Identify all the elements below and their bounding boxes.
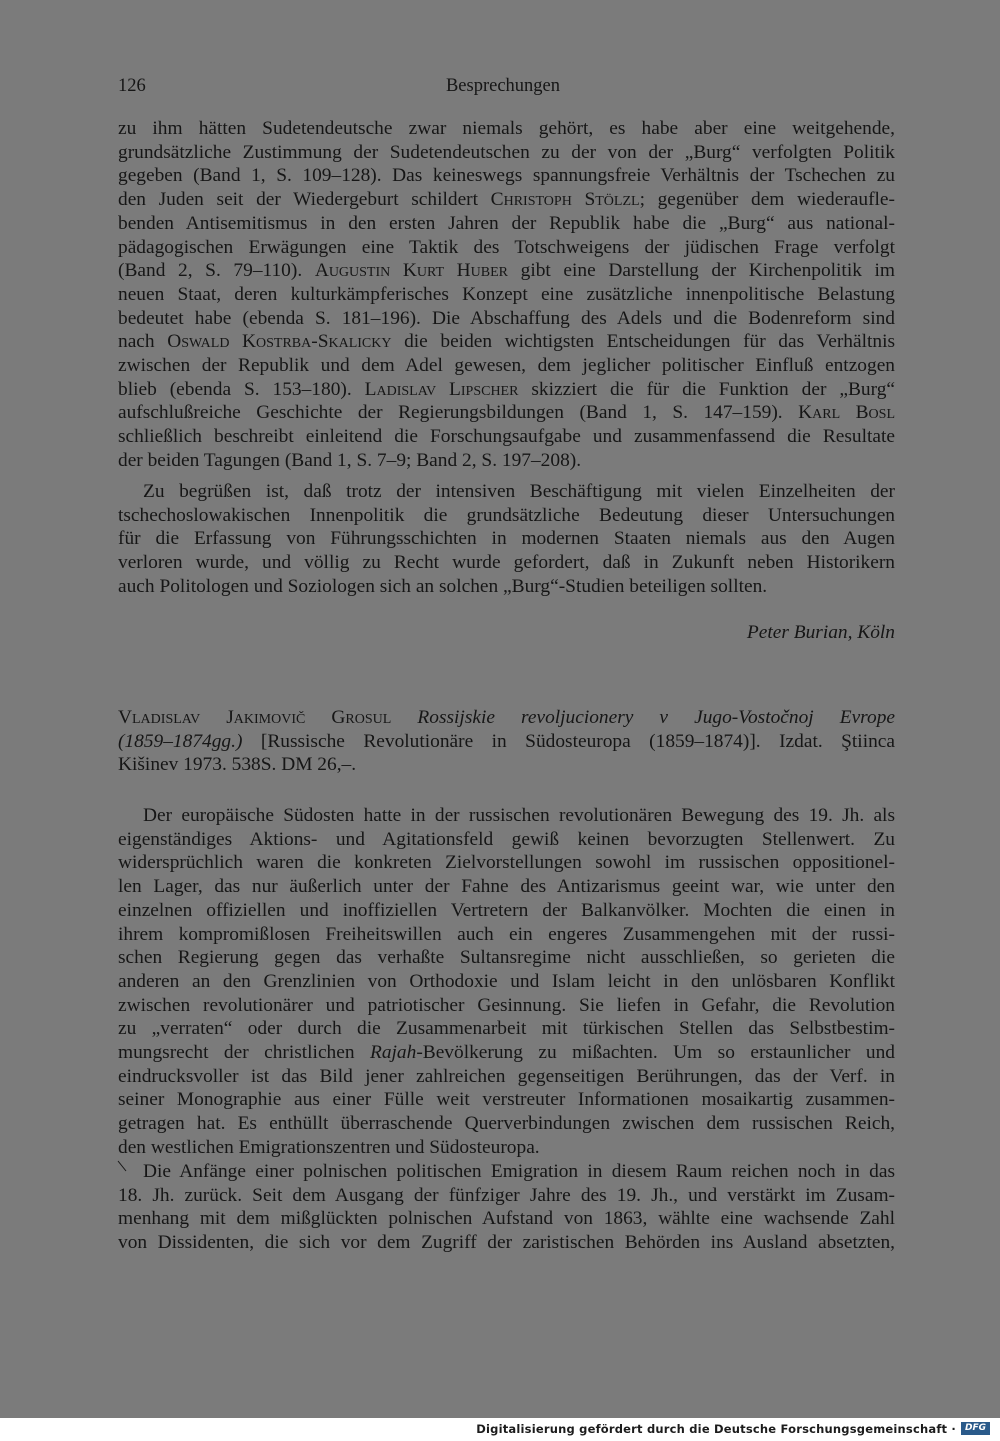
text-line: blieb (ebenda S. 153–180). Ladislav Lipscher skizziert die für die Funktion der „Burg“ — [118, 378, 895, 400]
book-title: Rossijskie revoljucionery v Jugo-Vostočnoj Evrope — [417, 707, 895, 728]
text-line: bedeutet habe (ebenda S. 181–196). Die Abschaffung des Adels und die Bodenreform sind — [118, 307, 895, 329]
text-line: Der europäische Südosten hatte in der russischen revolutionären Bewegung des 19. Jh. als — [143, 805, 895, 826]
text-line: zwischen revolutionärer und patriotischer Gesinnung. Sie liefen in Gefahr, die Revolution — [118, 994, 895, 1016]
author-name: Karl Bosl — [798, 402, 896, 424]
italic-term: Rajah — [369, 1042, 417, 1064]
text-line: zu ihm hätten Sudetendeutsche zwar niemals gehört, es habe aber eine weitgehende, — [118, 118, 895, 139]
text-line: Die Anfänge einer polnischen politischen Emigration in diesem Raum reichen noch in das — [143, 1161, 895, 1182]
text-line: anderen an den Grenzlinien von Orthodoxie und Islam leicht in den unlösbaren Konflikt — [118, 970, 895, 992]
author-name: Augustin Kurt Huber — [314, 260, 509, 282]
author-name: Christoph Stölzl — [490, 189, 640, 211]
text-line: gegeben (Band 1, S. 109–128). Das keineswegs spannungsfreie Verhältnis der Tschechen zu — [118, 165, 895, 187]
text-line: Kišinev 1973. 538S. DM 26,–. — [118, 754, 357, 776]
text-line: widersprüchlich waren die konkreten Zielvorstellungen sowohl im russischen oppositionel- — [118, 852, 895, 874]
text-line: menhang mit dem mißglückten polnischen Aufstand von 1863, wählte eine wachsende Zahl — [118, 1208, 895, 1230]
review2-paragraph1 — [118, 804, 895, 1160]
text-line: tschechoslowakischen Innenpolitik die grundsätzliche Bedeutung dieser Untersuchungen — [118, 504, 895, 526]
text-line: grundsätzliche Zustimmung der Sudetendeutschen zu der von der „Burg“ verfolgten Politik — [118, 141, 895, 163]
author-name: Vladislav Jakimovič Grosul — [118, 707, 392, 728]
review2-citation — [118, 706, 895, 777]
review2-paragraph2 — [118, 1160, 895, 1255]
text-line: mungsrecht der christlichen Rajah-Bevölkerung zu mißachten. Um so erstaunlicher und — [118, 1042, 895, 1064]
text-line: neuen Staat, deren kulturkämpferisches Konzept eine zusätzliche innenpolitische Belastung — [118, 283, 895, 305]
text-line: aufschlußreiche Geschichte der Regierungsbildungen (Band 1, S. 147–159). Karl Bosl — [118, 402, 896, 424]
book-title: (1859–1874gg.) — [118, 730, 243, 752]
text-line: (1859–1874gg.) [Russische Revolutionäre in Südosteuropa (1859–1874)]. Izdat. Ştiinca — [118, 730, 895, 752]
text-line: eindrucksvoller ist das Bild jener zahlreichen gegenseitigen Berührungen, das der Verf. in — [118, 1065, 895, 1087]
text-line: seiner Monographie aus einer Fülle weit verstreuter Informationen mosaikartig zusammen- — [118, 1089, 895, 1111]
text-line: benden Antisemitismus in den ersten Jahren der Republik habe die „Burg“ aus national- — [118, 212, 895, 234]
page-number: 126 — [118, 76, 146, 96]
text-line: auch Politologen und Soziologen sich an solchen „Burg“-Studien beteiligen sollten. — [118, 575, 768, 597]
text-line: nach Oswald Kostrba-Skalicky die beiden wichtigsten Entscheidungen für das Verhältnis — [118, 331, 896, 353]
text-line: verloren wurde, und völlig zu Recht wurde gefordert, daß in Zukunft neben Historikern — [118, 552, 895, 574]
author-name: Ladislav Lipscher — [364, 378, 519, 400]
text-line: zwischen der Republik und dem Adel gewesen, dem jeglicher politischer Einfluß entzogen — [118, 355, 895, 377]
text-line: schließlich beschreibt einleitend die Forschungsaufgabe und zusammenfassend die Resultate — [118, 426, 895, 448]
dfg-logo: DFG — [961, 1422, 990, 1435]
author-name: Oswald Kostrba-Skalicky — [167, 331, 392, 353]
text-line: ihrem kompromißlosen Freiheitswillen auch ein engeres Zusammengehen mit der russi- — [118, 923, 895, 945]
running-header: Besprechungen — [445, 76, 561, 96]
text-line: der beiden Tagungen (Band 1, S. 7–9; Band 2, S. 197–208). — [118, 449, 582, 471]
text-line: eigenständiges Aktions- und Agitationsfeld gewiß keinen bevorzugten Stellenwert. Zu — [118, 828, 895, 850]
text-line: len Lager, das nur äußerlich unter der Fahne des Antizarismus geeint war, wie unter den — [118, 876, 895, 898]
text-line: 18. Jh. zurück. Seit dem Ausgang der fünfziger Jahre des 19. Jh., und verstärkt im Zusam- — [118, 1184, 895, 1206]
text-line: zu „verraten“ oder durch die Zusammenarbeit mit türkischen Stellen das Selbstbestim- — [118, 1018, 895, 1040]
text-line: getragen hat. Es enthüllt überraschende Querverbindungen zwischen dem russischen Reich, — [118, 1113, 895, 1135]
funding-notice: Digitalisierung gefördert durch die Deutsche Forschungsgemeinschaft · — [476, 1422, 956, 1436]
text-line: von Dissidenten, die sich vor dem Zugriff der zaristischen Behörden ins Ausland absetzten, — [118, 1232, 895, 1254]
text-line: einzelnen offiziellen und inoffiziellen Vertretern der Balkanvölker. Mochten die einen in — [118, 899, 895, 921]
text-line: für die Erfassung von Führungsschichten in modernen Staaten niemals aus den Augen — [118, 528, 895, 550]
text-line: Zu begrüßen ist, daß trotz der intensiven Beschäftigung mit vielen Einzelheiten der — [143, 481, 895, 502]
text-line: pädagogischen Erwägungen eine Taktik des Totschweigens der jüdischen Frage verfolgt — [118, 236, 895, 258]
reviewer-signature: Peter Burian, Köln — [746, 622, 895, 643]
review1-paragraph2 — [118, 480, 895, 599]
text-line: den Juden seit der Wiedergeburt schildert Christoph Stölzl; gegenüber dem wiederaufle- — [118, 189, 895, 211]
text-line: (Band 2, S. 79–110). Augustin Kurt Huber gibt eine Darstellung der Kirchenpolitik im — [118, 260, 895, 282]
text-line: den westlichen Emigrationszentren und Südosteuropa. — [118, 1136, 540, 1158]
text-line: schen Regierung gegen das verhaßte Sultansregime nicht ausschließen, so gerieten die — [118, 947, 895, 969]
text-line — [118, 706, 895, 730]
review1-paragraph1 — [118, 117, 895, 473]
